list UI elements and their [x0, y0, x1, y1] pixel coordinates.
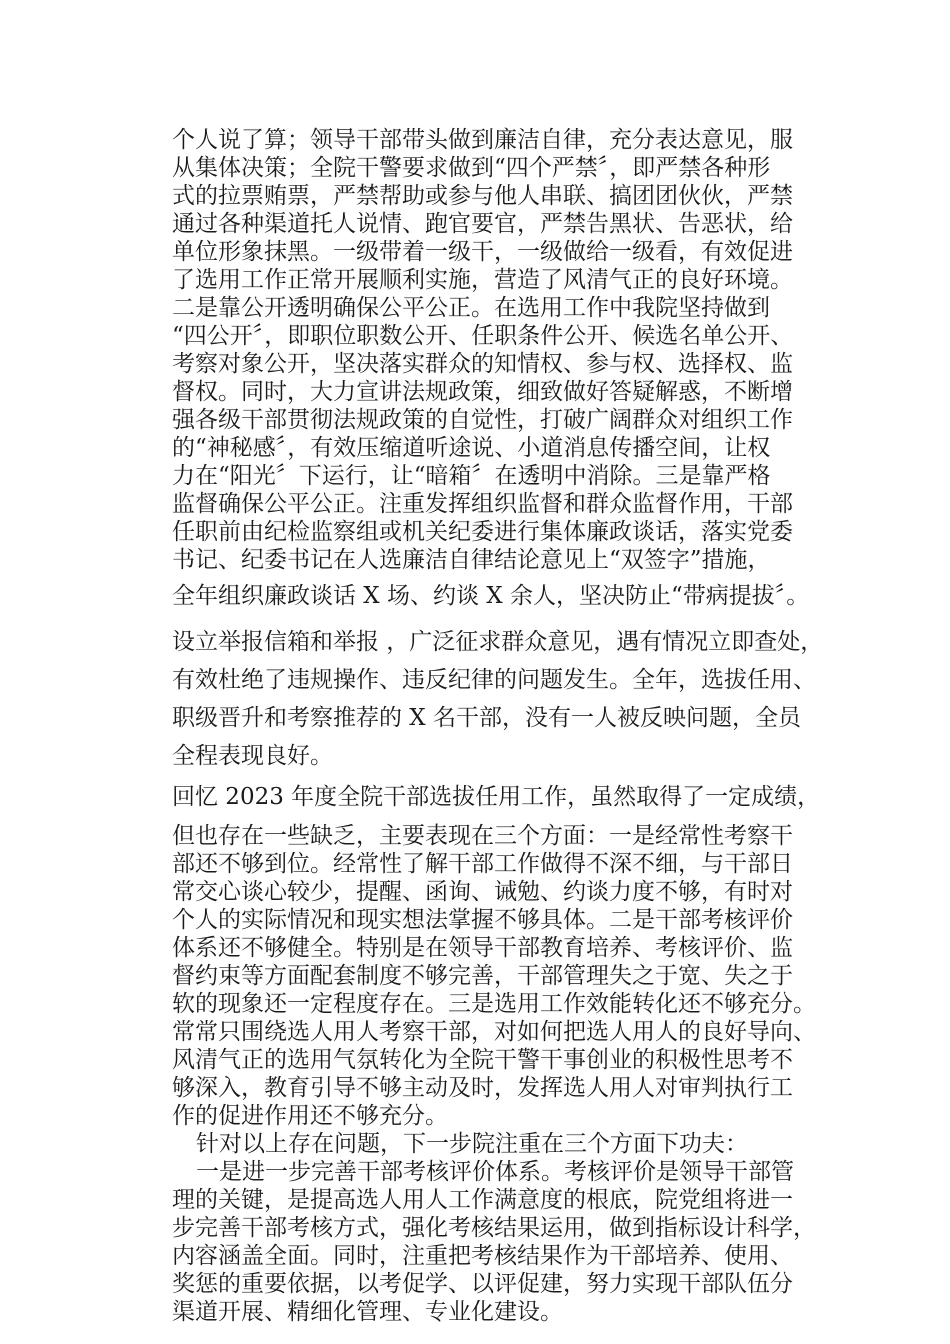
text-line: 渠道开展、精细化管理、专业化建设。 [172, 1299, 563, 1325]
text-line: 二是靠公开透明确保公平公正。在选用工作中我院坚持做到 [172, 295, 770, 321]
text-line: 个人说了算；领导干部带头做到廉洁自律，充分表达意见，服 [172, 127, 793, 153]
text-line: 强各级干部贯彻法规政策的自觉性，打破广阔群众对组织工作 [172, 407, 793, 433]
text-line: 职级晋升和考察推荐的 X 名干部，没有一人被反映问题，全员 [172, 705, 801, 731]
text-line: 监督确保公平公正。注重发挥组织监督和群众监督作用，干部 [172, 491, 793, 517]
text-line: 软的现象还一定程度存在。三是选用工作效能转化还不够充分。 [172, 991, 816, 1017]
text-line: 督权。同时，大力宣讲法规政策，细致做好答疑解惑，不断增 [172, 379, 793, 405]
text-line: 作的促进作用还不够充分。 [172, 1103, 448, 1129]
text-line: 体系还不够健全。特别是在领导干部教育培养、考核评价、监 [172, 935, 793, 961]
text-line: 从集体决策；全院干警要求做到“四个严禁〞，即严禁各种形 [172, 155, 771, 181]
text-line: 常交心谈心较少，提醒、函询、诫勉、约谈力度不够，有时对 [172, 879, 793, 905]
text-line: 书记、纪委书记在人选廉洁自律结论意见上“双签字”措施， [172, 547, 771, 573]
text-line: 通过各种渠道托人说情、跑官要官，严禁告黑状、告恶状，给 [172, 211, 793, 237]
text-line: 内容涵盖全面。同时，注重把考核结果作为干部培养、使用、 [172, 1243, 793, 1269]
text-line: 力在“阳光〞下运行，让“暗箱〞在透明中消除。三是靠严格 [172, 463, 771, 489]
text-line: 全年组织廉政谈话 X 场、约谈 X 余人，坚决防止“带病提拔〞。 [172, 583, 810, 609]
text-line: 式的拉票贿票，严禁帮助或参与他人串联、搞团团伙伙，严禁 [172, 183, 793, 209]
text-line: 设立举报信箱和举报 ，广泛征求群众意见，遇有情况立即查处， [172, 629, 824, 655]
text-line: 督约束等方面配套制度不够完善，干部管理失之于宽、失之于 [172, 963, 793, 989]
text-line: 任职前由纪检监察组或机关纪委进行集体廉政谈话，落实党委 [172, 519, 793, 545]
text-line: 但也存在一些缺乏，主要表现在三个方面：一是经常性考察干 [172, 823, 793, 849]
text-line: 步完善干部考核方式，强化考核结果运用，做到指标设计科学， [172, 1215, 816, 1241]
text-line: 奖惩的重要依据，以考促学、以评促建，努力实现干部队伍分 [172, 1271, 793, 1297]
text-line: 一是进一步完善干部考核评价体系。考核评价是领导干部管 [196, 1159, 794, 1185]
text-line: 全程表现良好。 [172, 743, 333, 769]
text-line: 考察对象公开，坚决落实群众的知情权、参与权、选择权、监 [172, 351, 793, 377]
text-line: 回忆 2023 年度全院干部选拔任用工作，虽然取得了一定成绩， [172, 784, 821, 810]
text-line: “四公开〞，即职位职数公开、任职条件公开、候选名单公开、 [172, 323, 794, 349]
text-line: 有效杜绝了违规操作、违反纪律的问题发生。全年，选拔任用、 [172, 667, 816, 693]
text-line: 的“神秘感〞，有效压缩道听途说、小道消息传播空间，让权 [172, 435, 771, 461]
text-line: 部还不够到位。经常性了解干部工作做得不深不细，与干部日 [172, 851, 793, 877]
text-line: 够深入，教育引导不够主动及时，发挥选人用人对审判执行工 [172, 1075, 793, 1101]
text-line: 风清气正的选用气氛转化为全院干警干事创业的积极性思考不 [172, 1047, 793, 1073]
text-line: 单位形象抹黑。一级带着一级干，一级做给一级看，有效促进 [172, 239, 793, 265]
text-line: 理的关键，是提高选人用人工作满意度的根底，院党组将进一 [172, 1187, 793, 1213]
text-line: 常常只围绕选人用人考察干部，对如何把选人用人的良好导向、 [172, 1019, 816, 1045]
text-line: 针对以上存在问题，下一步院注重在三个方面下功夫： [196, 1131, 748, 1157]
text-line: 个人的实际情况和现实想法掌握不够具体。二是干部考核评价 [172, 907, 793, 933]
text-line: 了选用工作正常开展顺利实施，营造了风清气正的良好环境。 [172, 267, 793, 293]
